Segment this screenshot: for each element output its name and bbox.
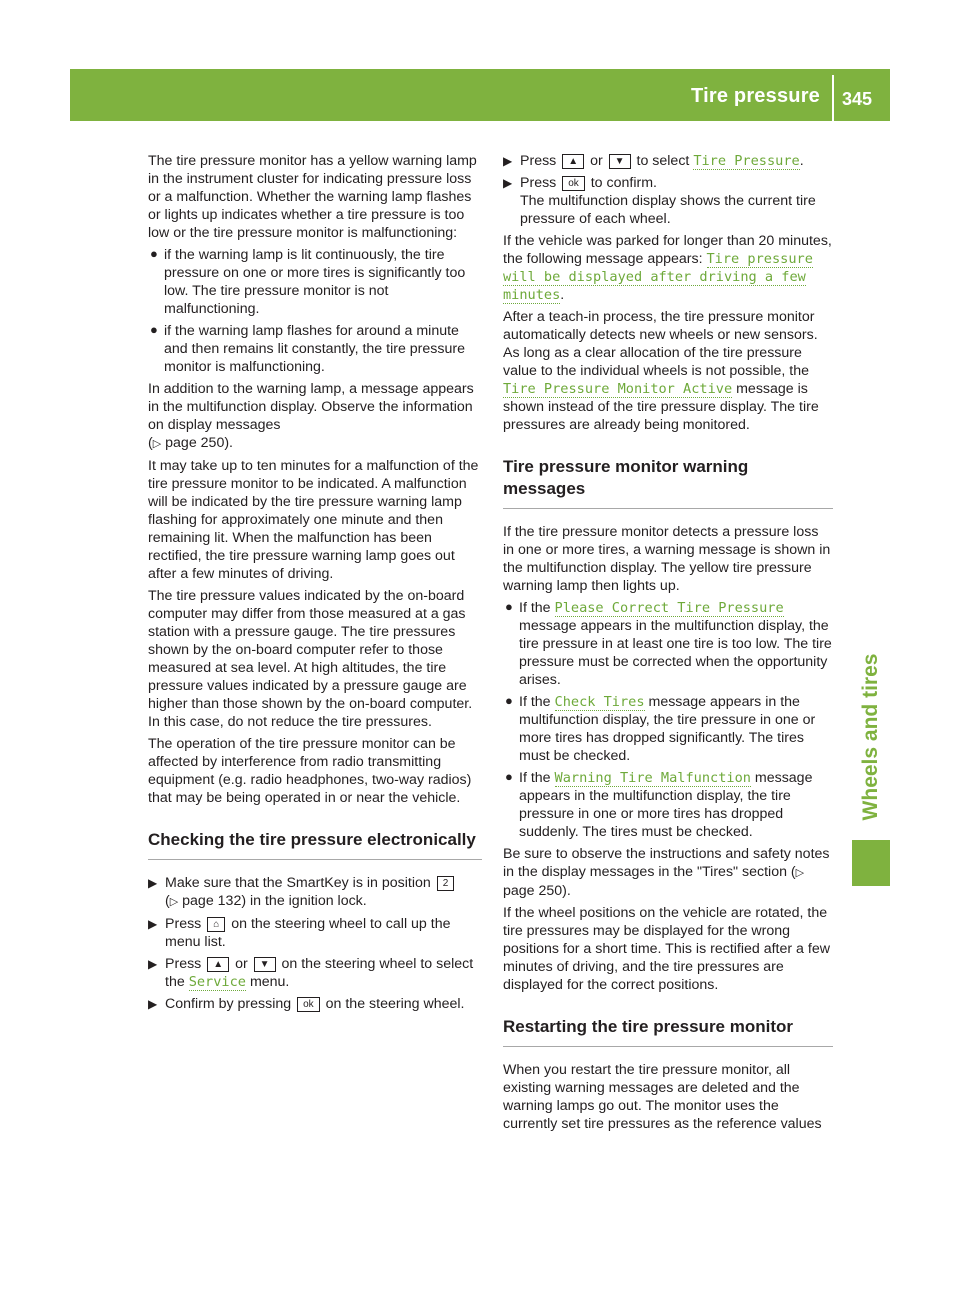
page-number: 345 bbox=[842, 89, 873, 109]
step-item: ▶ Confirm by pressing ok on the steering wheel. bbox=[148, 996, 465, 1012]
display-text: Tire Pressure bbox=[693, 153, 800, 169]
paragraph: It may take up to ten minutes for a malfunction of the tire pressure monitor to be indicated. A malfunction will be indicated by the tire pressure warning lamp flashing for approximately one minute and then remaining lit. When the malfunction has been rectified, the tire pressure warning lamp goes out after a few minutes of driving. bbox=[148, 458, 479, 582]
bullet-icon: ● bbox=[505, 769, 513, 784]
down-key-icon: ▼ bbox=[609, 154, 631, 169]
ok-key-icon: ok bbox=[562, 176, 585, 191]
step-item: ▶ Press ▲ or ▼ to select Tire Pressure. bbox=[503, 153, 804, 169]
step-item: ▶ Press ▲ or ▼ on the steering wheel to select the Service menu. bbox=[148, 956, 474, 990]
display-text: Tire Pressure Monitor Active bbox=[503, 381, 733, 397]
paragraph: If the wheel positions on the vehicle are rotated, the tire pressures may be displayed for the wrong positions for a short time. This is rectified after a few minutes of driving, and the tire pressures are displayed for the correct positions. bbox=[503, 905, 830, 993]
paragraph: In addition to the warning lamp, a message appears in the multifunction display. Observe the information on display messages (▷ page 250). bbox=[148, 381, 474, 451]
up-key-icon: ▲ bbox=[562, 154, 584, 169]
display-text: Check Tires bbox=[554, 694, 645, 710]
step-arrow-icon: ▶ bbox=[503, 176, 513, 190]
right-column bbox=[503, 152, 833, 1137]
bullet-icon: ● bbox=[505, 693, 513, 708]
list-item: ● if the warning lamp flashes for around a minute and then remains lit constantly, the tire pressure monitor is malfunctioning. bbox=[150, 322, 465, 375]
section-heading: Tire pressure monitor warning messages bbox=[503, 456, 833, 509]
list-item: ● If the Check Tires message appears in the multifunction display, the tire pressure in one or more tires has dropped significantly. The tires must be checked. bbox=[505, 693, 816, 764]
page-ref-icon: ▷ bbox=[795, 867, 805, 879]
paragraph: After a teach-in process, the tire pressure monitor automatically detects new wheels or new sensors. As long as a clear allocation of the tire pressure value to the individual wheels is not possible, the Tire Pressure Monitor Active message is shown instead of the tire pressure display. The tire pressures are already being monitored. bbox=[503, 309, 819, 433]
paragraph: The operation of the tire pressure monitor can be affected by interference from radio transmitting equipment (e.g. radio headphones, two-way radios) that may be being operated in or near the vehicle. bbox=[148, 736, 472, 806]
step-item: ▶ Make sure that the SmartKey is in position 2 (▷ page 132) in the ignition lock. bbox=[148, 874, 482, 911]
paragraph: When you restart the tire pressure monitor, all existing warning messages are deleted and the warning lamps go out. The monitor uses the currently set tire pressures as the reference values bbox=[503, 1062, 822, 1132]
page-title: Tire pressure bbox=[691, 85, 820, 107]
intro-paragraph: The tire pressure monitor has a yellow warning lamp in the instrument cluster for indicating pressure loss or a malfunction. Whether the warning lamp flashes or lights up indicates whether a tire pressure is too low or the tire pressure monitor is malfunctioning: bbox=[148, 153, 477, 241]
paragraph: The tire pressure values indicated by the on-board computer may differ from those measured at a gas station with a pressure gauge. The tire pressures shown by the on-board computer refer to those measured at sea level. At high altitudes, the tire pressure values indicated by a pressure gauge are higher than those shown by the on-board computer. In this case, do not reduce the tire pressures. bbox=[148, 588, 473, 730]
left-column bbox=[148, 152, 482, 1017]
ok-key-icon: ok bbox=[297, 997, 320, 1012]
paragraph: If the tire pressure monitor detects a pressure loss in one or more tires, a warning message is shown in the multifunction display. The yellow tire pressure warning lamp then lights up. bbox=[503, 524, 831, 594]
home-key-icon: ⌂ bbox=[207, 917, 225, 932]
display-text: Tire pressure will be displayed after driving a few minutes bbox=[503, 251, 813, 303]
step-arrow-icon: ▶ bbox=[148, 917, 158, 931]
step-item: ▶ Press ⌂ on the steering wheel to call up the menu list. bbox=[148, 916, 451, 950]
section-heading: Checking the tire pressure electronically bbox=[148, 829, 482, 860]
page-ref-icon: ▷ bbox=[152, 438, 162, 450]
step-item: ▶ Press ok to confirm. The multifunction display shows the current tire pressure of each wheel. bbox=[503, 175, 816, 227]
list-item: ● If the Please Correct Tire Pressure message appears in the multifunction display, the tire pressure in at least one tire is too low. The tire pressure must be corrected when the opportunity arises. bbox=[505, 599, 832, 688]
page-ref-icon: ▷ bbox=[169, 896, 179, 908]
up-key-icon: ▲ bbox=[207, 957, 229, 972]
chapter-tab-label: Wheels and tires bbox=[859, 653, 882, 821]
section-heading: Restarting the tire pressure monitor bbox=[503, 1016, 833, 1047]
bullet-icon: ● bbox=[150, 246, 158, 261]
position-2-key-icon: 2 bbox=[437, 876, 455, 891]
display-text: Please Correct Tire Pressure bbox=[554, 600, 784, 616]
paragraph: Be sure to observe the instructions and safety notes in the display messages in the "Tires" section (▷ page 250). bbox=[503, 846, 830, 899]
display-text: Service bbox=[188, 974, 246, 990]
bullet-icon: ● bbox=[150, 322, 158, 337]
display-text: Warning Tire Malfunction bbox=[554, 770, 751, 786]
step-arrow-icon: ▶ bbox=[503, 154, 513, 168]
paragraph: If the vehicle was parked for longer than 20 minutes, the following message appears: Tire pressure will be displayed after driving a few minutes. bbox=[503, 233, 832, 303]
step-arrow-icon: ▶ bbox=[148, 876, 158, 890]
header-divider bbox=[832, 75, 834, 121]
chapter-tab-marker bbox=[852, 840, 890, 886]
list-item: ● if the warning lamp is lit continuously, the tire pressure on one or more tires is significantly too low. The tire pressure monitor is not malfunctioning. bbox=[150, 246, 466, 317]
list-item: ● If the Warning Tire Malfunction message appears in the multifunction display, the tire pressure in one or more tires has dropped suddenly. The tires must be checked. bbox=[505, 769, 813, 840]
down-key-icon: ▼ bbox=[254, 957, 276, 972]
step-arrow-icon: ▶ bbox=[148, 997, 158, 1011]
bullet-icon: ● bbox=[505, 599, 513, 614]
step-arrow-icon: ▶ bbox=[148, 957, 158, 971]
